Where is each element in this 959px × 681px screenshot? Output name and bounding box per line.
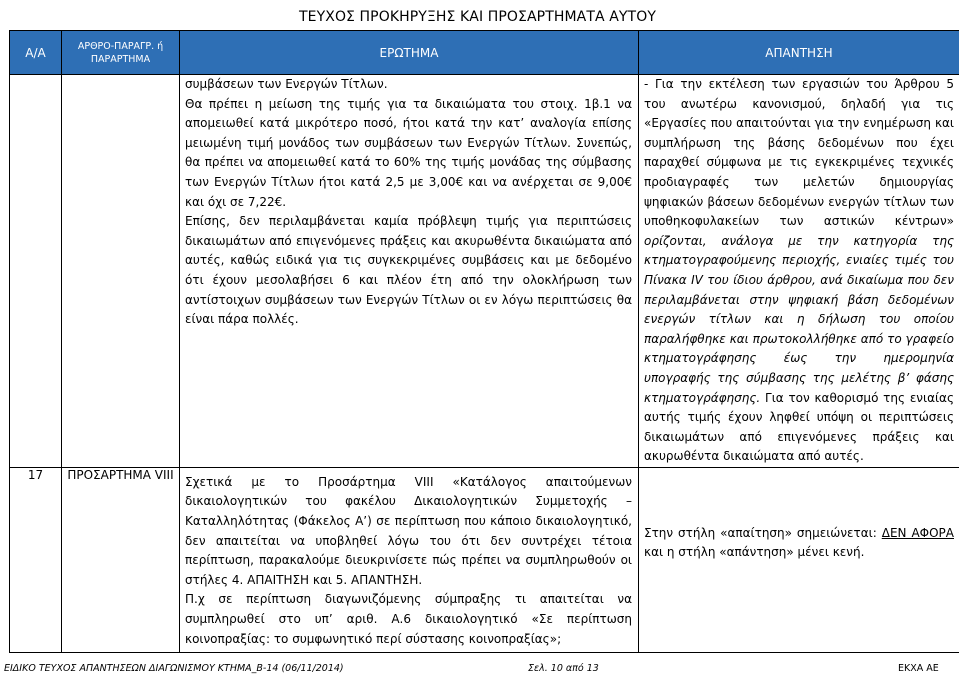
answer-paragraph: [644, 75, 954, 467]
question-paragraph: Επίσης, δεν περιλαμβάνεται καμία πρόβλεψη τιμής για περιπτώσεις δικαιωμάτων από επιγενόμενες πράξεις και ακυρωθέντα δικαιώματα από αυτές, καθώς ειδικά για τις συγκεκριμένες συμβάσεις και με δεδομένο ότι έχουν μεσολαβήσει 6 και πλέον έτη από την ολοκλήρωση των αντίστοιχων συμβάσεων των Ενεργών Τίτλων οι εν λόγω περιπτώσεις θα είναι πάρα πολλές.: [185, 214, 632, 327]
row-number: 17: [10, 467, 62, 652]
question-cell: [180, 75, 639, 468]
answer-cell: [639, 75, 959, 468]
questions-answers-table: [9, 30, 959, 653]
question-paragraph: Π.χ σε περίπτωση διαγωνιζόμενης σύμπραξης τι απαιτείται να συμπληρωθεί στο υπ’ αριθ. Α.6 δικαιολογητικό «Σε περίπτωση κοινοπραξίας: το συμφωνητικό περί σύστασης κοινοπραξίας»;: [185, 592, 632, 646]
footer-organization: ΕΚΧΑ ΑΕ: [898, 663, 939, 674]
row-reference: [62, 75, 180, 468]
table-header-row: [10, 31, 959, 75]
question-paragraph: συμβάσεων των Ενεργών Τίτλων.: [185, 77, 388, 91]
not-applicable-text: ΔΕΝ ΑΦΟΡΑ: [881, 525, 954, 540]
footer-page-number: Σελ. 10 από 13: [528, 663, 599, 674]
row-number: [10, 75, 62, 468]
column-header-question: ΕΡΩΤΗΜΑ: [180, 31, 639, 75]
row-reference: ΠΡΟΣΑΡΤΗΜΑ VIII: [62, 467, 180, 652]
document-title: ΤΕΥΧΟΣ ΠΡΟΚΗΡΥΞΗΣ ΚΑΙ ΠΡΟΣΑΡΤΗΜΑΤΑ ΑΥΤΟΥ: [299, 9, 656, 25]
table-row: [10, 75, 959, 468]
question-paragraph: Θα πρέπει η μείωση της τιμής για τα δικαιώματα του στοιχ. 1β.1 να απομειωθεί κατά μικρότερο ποσό, ήτοι κατά την κατ’ αναλογία επίσης μειωμένη τιμή μονάδος των συμβάσεων των Ενεργών Τίτλων. Συνεπώς, θα πρέπει να απομειωθεί κατά το 60% της τιμής μονάδας της σύμβασης των Ενεργών Τίτλων ήτοι κατά 2,5 με 3,00€ και να ανέρχεται σε 9,00€ και όχι σε 7,22€.: [185, 96, 632, 209]
answer-cell: [639, 467, 959, 652]
answer-text: - Για την εκτέλεση των εργασιών του Άρθρου 5 του ανωτέρω κανονισμού, δηλαδή για τις «Εργασίες που απαιτούνται για την ενημέρωση και συμπλήρωση της βάσης δεδομένων που έχει παραχθεί σύμφωνα με τις εγκεκριμένες τεχνικές προδιαγραφές των μελετών δημιουργίας ψηφιακών βάσεων δεδομένων ενεργών τίτλων των υποθηκοφυλακείων των αστικών κέντρων»: [644, 77, 954, 229]
column-header-aa: Α/Α: [10, 31, 62, 75]
column-header-answer: ΑΠΑΝΤΗΣΗ: [639, 31, 959, 75]
question-paragraph: Σχετικά με το Προσάρτημα VIII «Κατάλογος απαιτούμενων δικαιολογητικών του φακέλου Δικαιολογητικών Συμμετοχής – Καταλληλότητας (Φάκελος Α’) σε περίπτωση που κάποιο δικαιολογητικό, δεν απαιτείται να υποβληθεί λόγω του ότι δεν συντρέχει τέτοια περίπτωση, παρακαλούμε διευκρινίσετε πώς πρέπει να συμπληρωθούν οι στήλες 4. ΑΠΑΙΤΗΣΗ και 5. ΑΠΑΝΤΗΣΗ.: [185, 474, 632, 587]
column-header-article: ΑΡΘΡΟ-ΠΑΡΑΓΡ. ή ΠΑΡΑΡΤΗΜΑ: [62, 31, 180, 75]
question-cell: [180, 467, 639, 652]
footer-document-name: ΕΙΔΙΚΟ ΤΕΥΧΟΣ ΑΠΑΝΤΗΣΕΩΝ ΔΙΑΓΩΝΙΣΜΟΥ ΚΤΗΜΑ_Β-14 (06/11/2014): [4, 663, 344, 674]
answer-text: Για τον καθορισμό της ενιαίας αυτής τιμής έχουν ληφθεί υπόψη οι περιπτώσεις δικαιωμάτων από επιγενόμενες πράξεις και ακυρωθέντα δικαιώματα από αυτές.: [644, 390, 954, 464]
answer-text-italic: ορίζονται, ανάλογα με την κατηγορία της κτηματογραφούμενης περιοχής, ενιαίες τιμές του Πίνακα IV του ίδιου άρθρου, ανά δικαίωμα που δεν περιλαμβάνεται στην ψηφιακή βάση δεδομένων ενεργών τίτλων και η δήλωση του οποίου παραλήφθηκε και πρωτοκολλήθηκε από το γραφείο κτηματογράφησης έως την ημερομηνία υπογραφής της σύμβασης της μελέτης β’ φάσης κτηματογράφησης.: [644, 233, 954, 405]
table-row: [10, 467, 959, 652]
answer-paragraph: Στην στήλη «απαίτηση» σημειώνεται: ΔΕΝ ΑΦΟΡΑ και η στήλη «απάντηση» μένει κενή.: [644, 525, 954, 560]
page-footer: [0, 663, 959, 679]
